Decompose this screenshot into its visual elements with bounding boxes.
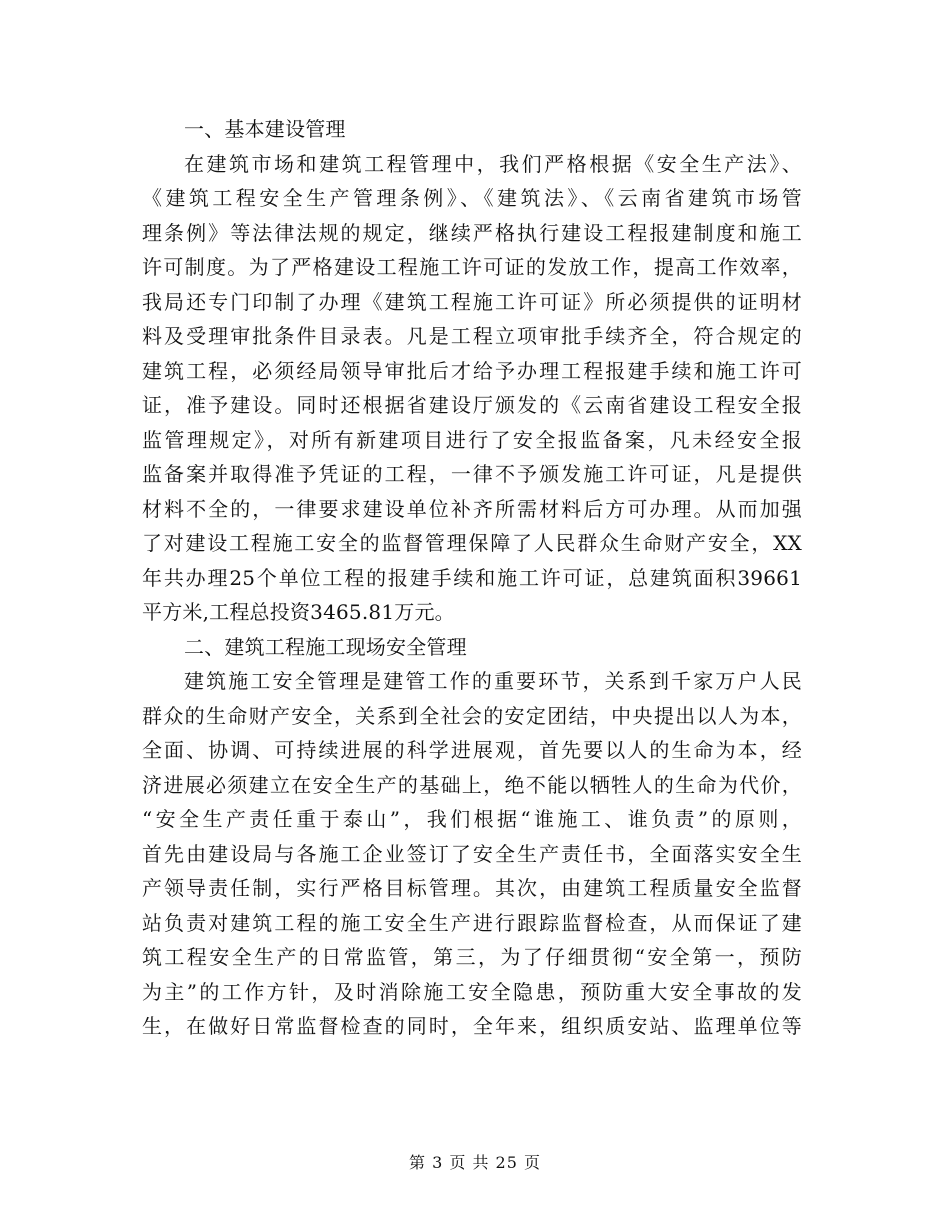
paragraph-line: 了对建设工程施工安全的监督管理保障了人民群众生命财产安全，XX <box>142 531 802 555</box>
paragraph-line: 我局还专门印制了办理《建筑工程施工许可证》所必须提供的证明材 <box>142 289 802 314</box>
paragraph-line: 许可制度。为了严格建设工程施工许可证的发放工作，提高工作效率， <box>142 255 802 279</box>
paragraph-line: 监管理规定》，对所有新建项目进行了安全报监备案，凡未经安全报 <box>142 427 802 452</box>
section-heading-1: 一、基本建设管理 <box>184 117 346 141</box>
paragraph-line: 筑工程安全生产的日常监管，第三，为了仔细贯彻“安全第一，预防 <box>142 945 802 969</box>
page-number-footer: 第 3 页 共 25 页 <box>409 1153 541 1172</box>
paragraph-line: 全面、协调、可持续进展的科学进展观，首先要以人的生命为本，经 <box>142 738 802 762</box>
paragraph-line: 群众的生命财产安全，关系到全社会的安定团结，中央提出以人为本， <box>142 703 802 728</box>
paragraph-line: 首先由建设局与各施工企业签订了安全生产责任书，全面落实安全生 <box>142 841 802 866</box>
paragraph-line: 济进展必须建立在安全生产的基础上，绝不能以牺牲人的生命为代价， <box>142 772 802 797</box>
paragraph-line-last: 平方米,工程总投资3465.81万元。 <box>142 600 455 624</box>
paragraph-line: 监备案并取得准予凭证的工程，一律不予颁发施工许可证，凡是提供 <box>142 462 802 486</box>
paragraph-line: 在建筑市场和建筑工程管理中，我们严格根据《安全生产法》、 <box>184 151 802 176</box>
paragraph-line: 产领导责任制，实行严格目标管理。其次，由建筑工程质量安全监督 <box>142 876 802 900</box>
paragraph-line: “安全生产责任重于泰山”，我们根据“谁施工、谁负责”的原则， <box>142 807 802 831</box>
paragraph-line: 年共办理25个单位工程的报建手续和施工许可证，总建筑面积39661 <box>142 565 802 590</box>
paragraph-line: 建筑工程，必须经局领导审批后才给予办理工程报建手续和施工许可 <box>142 358 802 383</box>
paragraph-line: 《建筑工程安全生产管理条例》、《建筑法》、《云南省建筑市场管 <box>142 186 802 210</box>
paragraph-line: 建筑施工安全管理是建管工作的重要环节，关系到千家万户人民 <box>184 669 802 693</box>
paragraph-line: 生，在做好日常监督检查的同时，全年来，组织质安站、监理单位等 <box>142 1014 802 1038</box>
paragraph-line: 理条例》等法律法规的规定，继续严格执行建设工程报建制度和施工 <box>142 220 802 245</box>
paragraph-line: 材料不全的，一律要求建设单位补齐所需材料后方可办理。从而加强 <box>142 496 802 521</box>
paragraph-line: 站负责对建筑工程的施工安全生产进行跟踪监督检查，从而保证了建 <box>142 910 802 935</box>
document-body <box>142 112 802 1044</box>
section-heading-2: 二、建筑工程施工现场安全管理 <box>184 634 467 659</box>
paragraph-line: 为主”的工作方针，及时消除施工安全隐患，预防重大安全事故的发 <box>142 979 802 1004</box>
paragraph-line: 料及受理审批条件目录表。凡是工程立项审批手续齐全，符合规定的 <box>142 324 802 348</box>
paragraph-line: 证，准予建设。同时还根据省建设厅颁发的《云南省建设工程安全报 <box>142 393 802 417</box>
